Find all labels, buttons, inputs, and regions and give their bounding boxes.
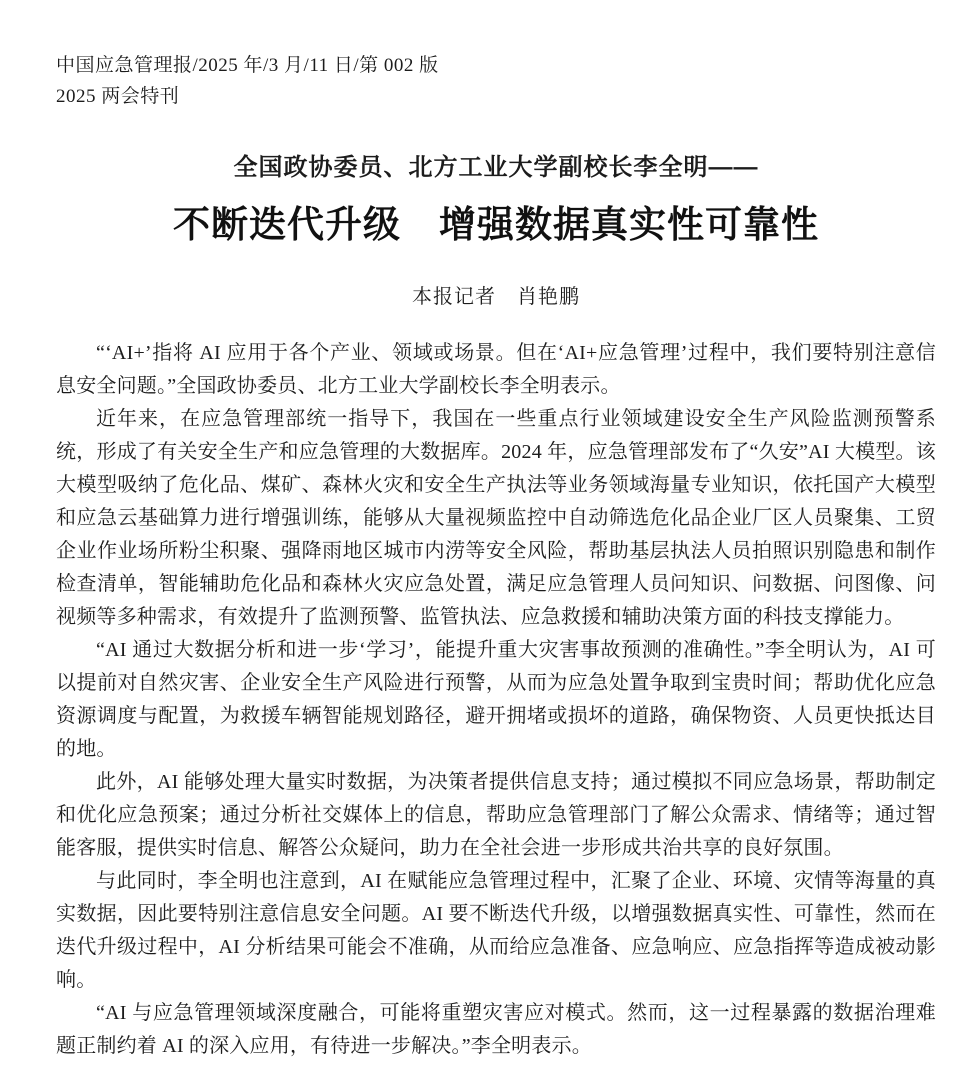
article-title: 不断迭代升级 增强数据真实性可靠性	[173, 205, 819, 246]
article-body	[56, 337, 936, 1063]
article-paragraph: “AI 与应急管理领域深度融合，可能将重塑灾害应对模式。然而，这一过程暴露的数据治理难题正制约着 AI 的深入应用，有待进一步解决。”李全明表示。	[56, 1002, 936, 1057]
article-kicker: 全国政协委员、北方工业大学副校长李全明——	[233, 154, 759, 181]
masthead	[56, 50, 936, 112]
masthead-edition-line: 2025 两会特刊	[56, 86, 180, 107]
article-paragraph: “AI 通过大数据分析和进一步‘学习’，能提升重大灾害事故预测的准确性。”李全明认为，AI 可以提前对自然灾害、企业安全生产风险进行预警，从而为应急处置争取到宝贵时间；帮助优化应急资源调度与配置，为救援车辆智能规划路径，避开拥堵或损坏的道路，确保物资、人员更快抵达目的地。	[56, 639, 936, 760]
article-byline: 本报记者 肖艳鹏	[412, 286, 580, 308]
article-paragraph: 与此同时，李全明也注意到，AI 在赋能应急管理过程中，汇聚了企业、环境、灾情等海量的真实数据，因此要特别注意信息安全问题。AI 要不断迭代升级，以增强数据真实性、可靠性，然而在迭代升级过程中，AI 分析结果可能会不准确，从而给应急准备、应急响应、应急指挥等造成被动影响。	[56, 870, 936, 991]
article-paragraph: “‘AI+’指将 AI 应用于各个产业、领域或场景。但在‘AI+应急管理’过程中，我们要特别注意信息安全问题。”全国政协委员、北方工业大学副校长李全明表示。	[56, 342, 936, 397]
masthead-publication-date-line: 中国应急管理报/2025 年/3 月/11 日/第 002 版	[56, 55, 439, 76]
article-paragraph: 此外，AI 能够处理大量实时数据，为决策者提供信息支持；通过模拟不同应急场景，帮助制定和优化应急预案；通过分析社交媒体上的信息，帮助应急管理部门了解公众需求、情绪等；通过智能客服，提供实时信息、解答公众疑问，助力在全社会进一步形成共治共享的良好氛围。	[56, 771, 936, 859]
article-paragraph: 近年来，在应急管理部统一指导下，我国在一些重点行业领域建设安全生产风险监测预警系统，形成了有关安全生产和应急管理的大数据库。2024 年，应急管理部发布了“久安”AI 大模型。该大模型吸纳了危化品、煤矿、森林火灾和安全生产执法等业务领域海量专业知识，依托国产大模型和应急云基础算力进行增强训练，能够从大量视频监控中自动筛选危化品企业厂区人员聚集、工贸企业作业场所粉尘积聚、强降雨地区城市内涝等安全风险，帮助基层执法人员拍照识别隐患和制作检查清单，智能辅助危化品和森林火灾应急处置，满足应急管理人员问知识、问数据、问图像、问视频等多种需求，有效提升了监测预警、监管执法、应急救援和辅助决策方面的科技支撑能力。	[56, 408, 936, 628]
